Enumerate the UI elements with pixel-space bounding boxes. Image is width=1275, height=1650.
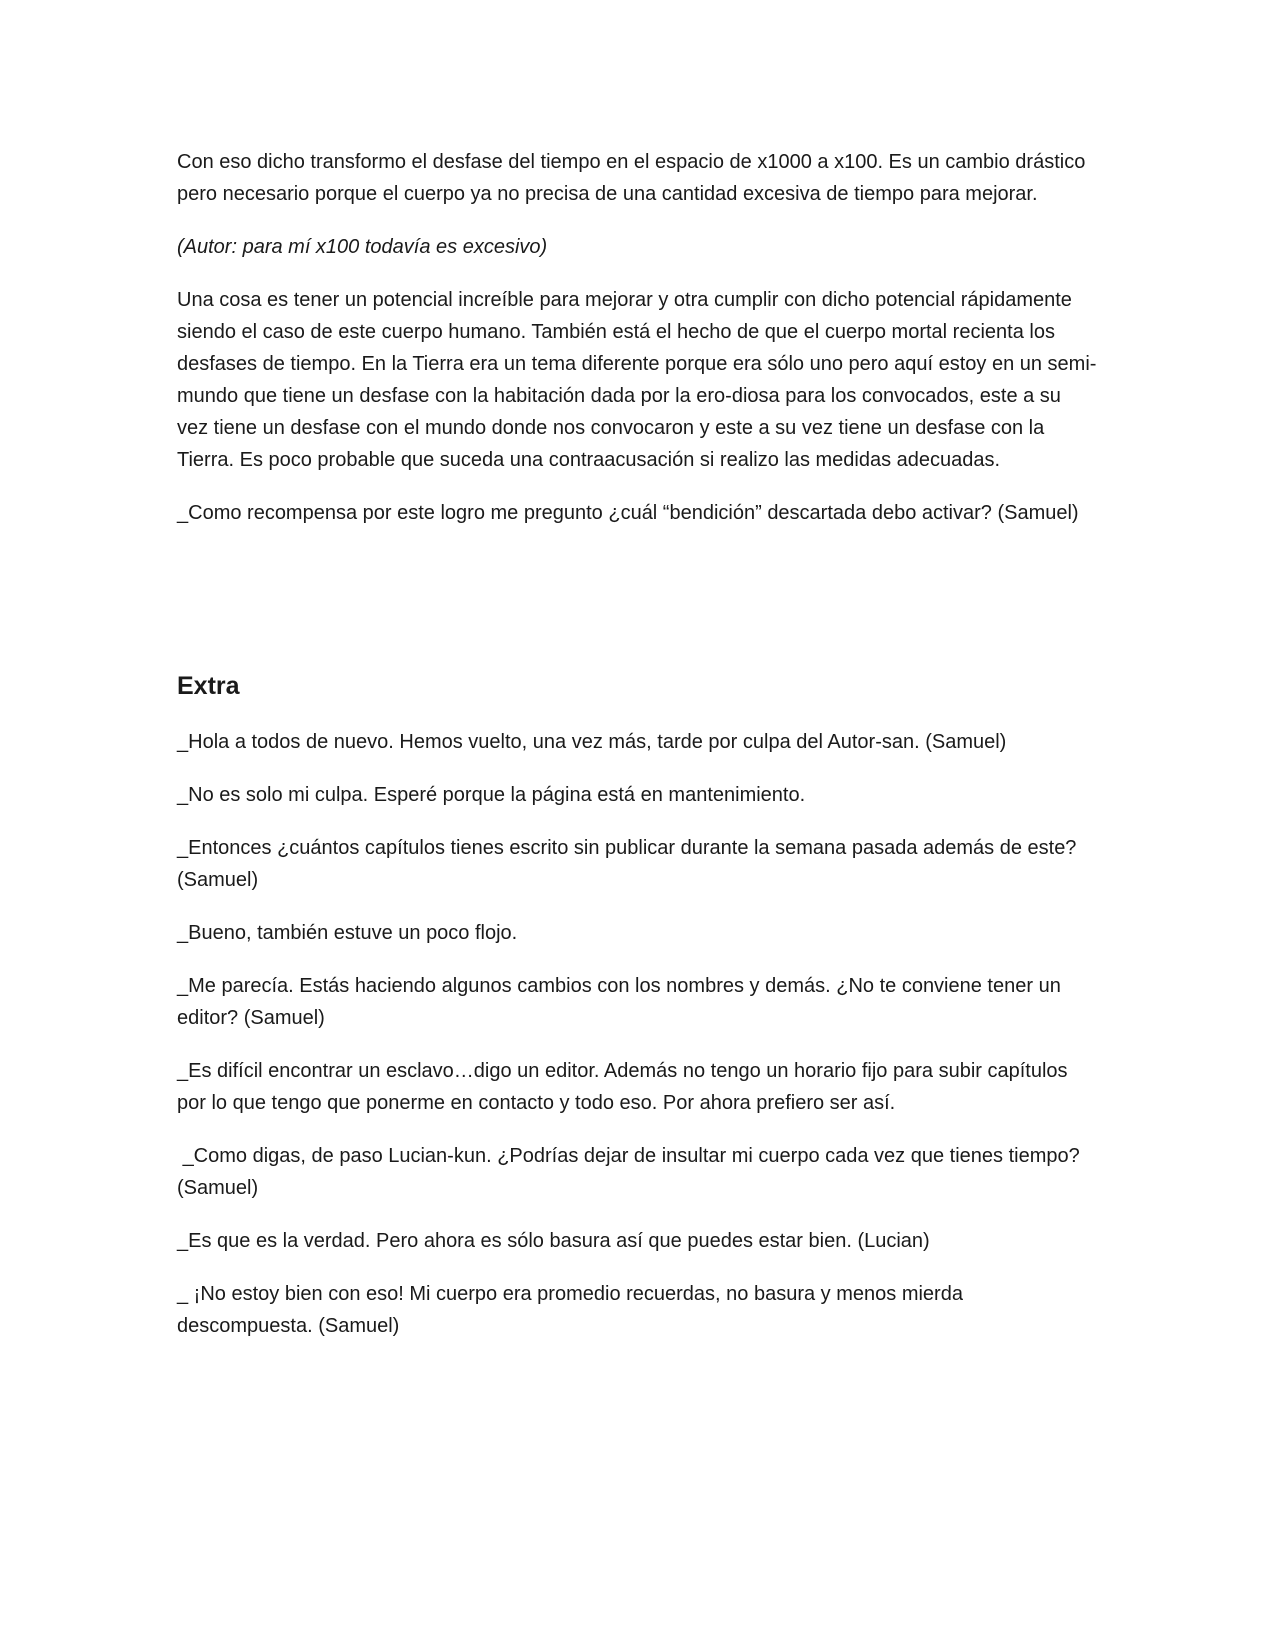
dialogue-line: _Es difícil encontrar un esclavo…digo un editor. Además no tengo un horario fijo para subir capítulos por lo que tengo que ponerme en contacto y todo eso. Por ahora prefiero ser así. xyxy=(177,1060,1074,1114)
author-note: (Autor: para mí x100 todavía es excesivo) xyxy=(177,236,548,258)
dialogue-line: _Como digas, de paso Lucian-kun. ¿Podrías dejar de insultar mi cuerpo cada vez que tienes tiempo? (Samuel) xyxy=(177,1145,1086,1199)
dialogue-line: _Me parecía. Estás haciendo algunos cambios con los nombres y demás. ¿No te conviene tener un editor? (Samuel) xyxy=(177,975,1067,1029)
dialogue-line: _Bueno, también estuve un poco flojo. xyxy=(177,922,518,944)
paragraph-time-shift: Con eso dicho transformo el desfase del tiempo en el espacio de x1000 a x100. Es un cambio drástico pero necesario porque el cuerpo ya no precisa de una cantidad excesiva de tiempo para mejorar. xyxy=(177,151,1091,205)
dialogue-line: _Entonces ¿cuántos capítulos tienes escrito sin publicar durante la semana pasada además de este? (Samuel) xyxy=(177,837,1082,891)
dialogue-line: _ ¡No estoy bien con eso! Mi cuerpo era promedio recuerdas, no basura y menos mierda descompuesta. (Samuel) xyxy=(177,1283,969,1337)
paragraph-reward-question: _Como recompensa por este logro me pregunto ¿cuál “bendición” descartada debo activar? (Samuel) xyxy=(177,502,1079,524)
section-spacer xyxy=(177,550,1097,670)
dialogue-line: _Es que es la verdad. Pero ahora es sólo basura así que puedes estar bien. (Lucian) xyxy=(177,1230,930,1252)
page-content xyxy=(177,146,1097,1363)
paragraph-potential: Una cosa es tener un potencial increíble para mejorar y otra cumplir con dicho potencial rápidamente siendo el caso de este cuerpo humano. También está el hecho de que el cuerpo mortal recienta los desfases de tiempo. En la Tierra era un tema diferente porque era sólo uno pero aquí estoy en un semi-mundo que tiene un desfase con la habitación dada por la ero-diosa para los convocados, este a su vez tiene un desfase con el mundo donde nos convocaron y este a su vez tiene un desfase con la Tierra. Es poco probable que suceda una contraacusación si realizo las medidas adecuadas. xyxy=(177,289,1097,471)
dialogue-line: _Hola a todos de nuevo. Hemos vuelto, una vez más, tarde por culpa del Autor-san. (Samuel) xyxy=(177,731,1007,753)
dialogue-line: _No es solo mi culpa. Esperé porque la página está en mantenimiento. xyxy=(177,784,806,806)
extra-heading: Extra xyxy=(177,672,240,700)
